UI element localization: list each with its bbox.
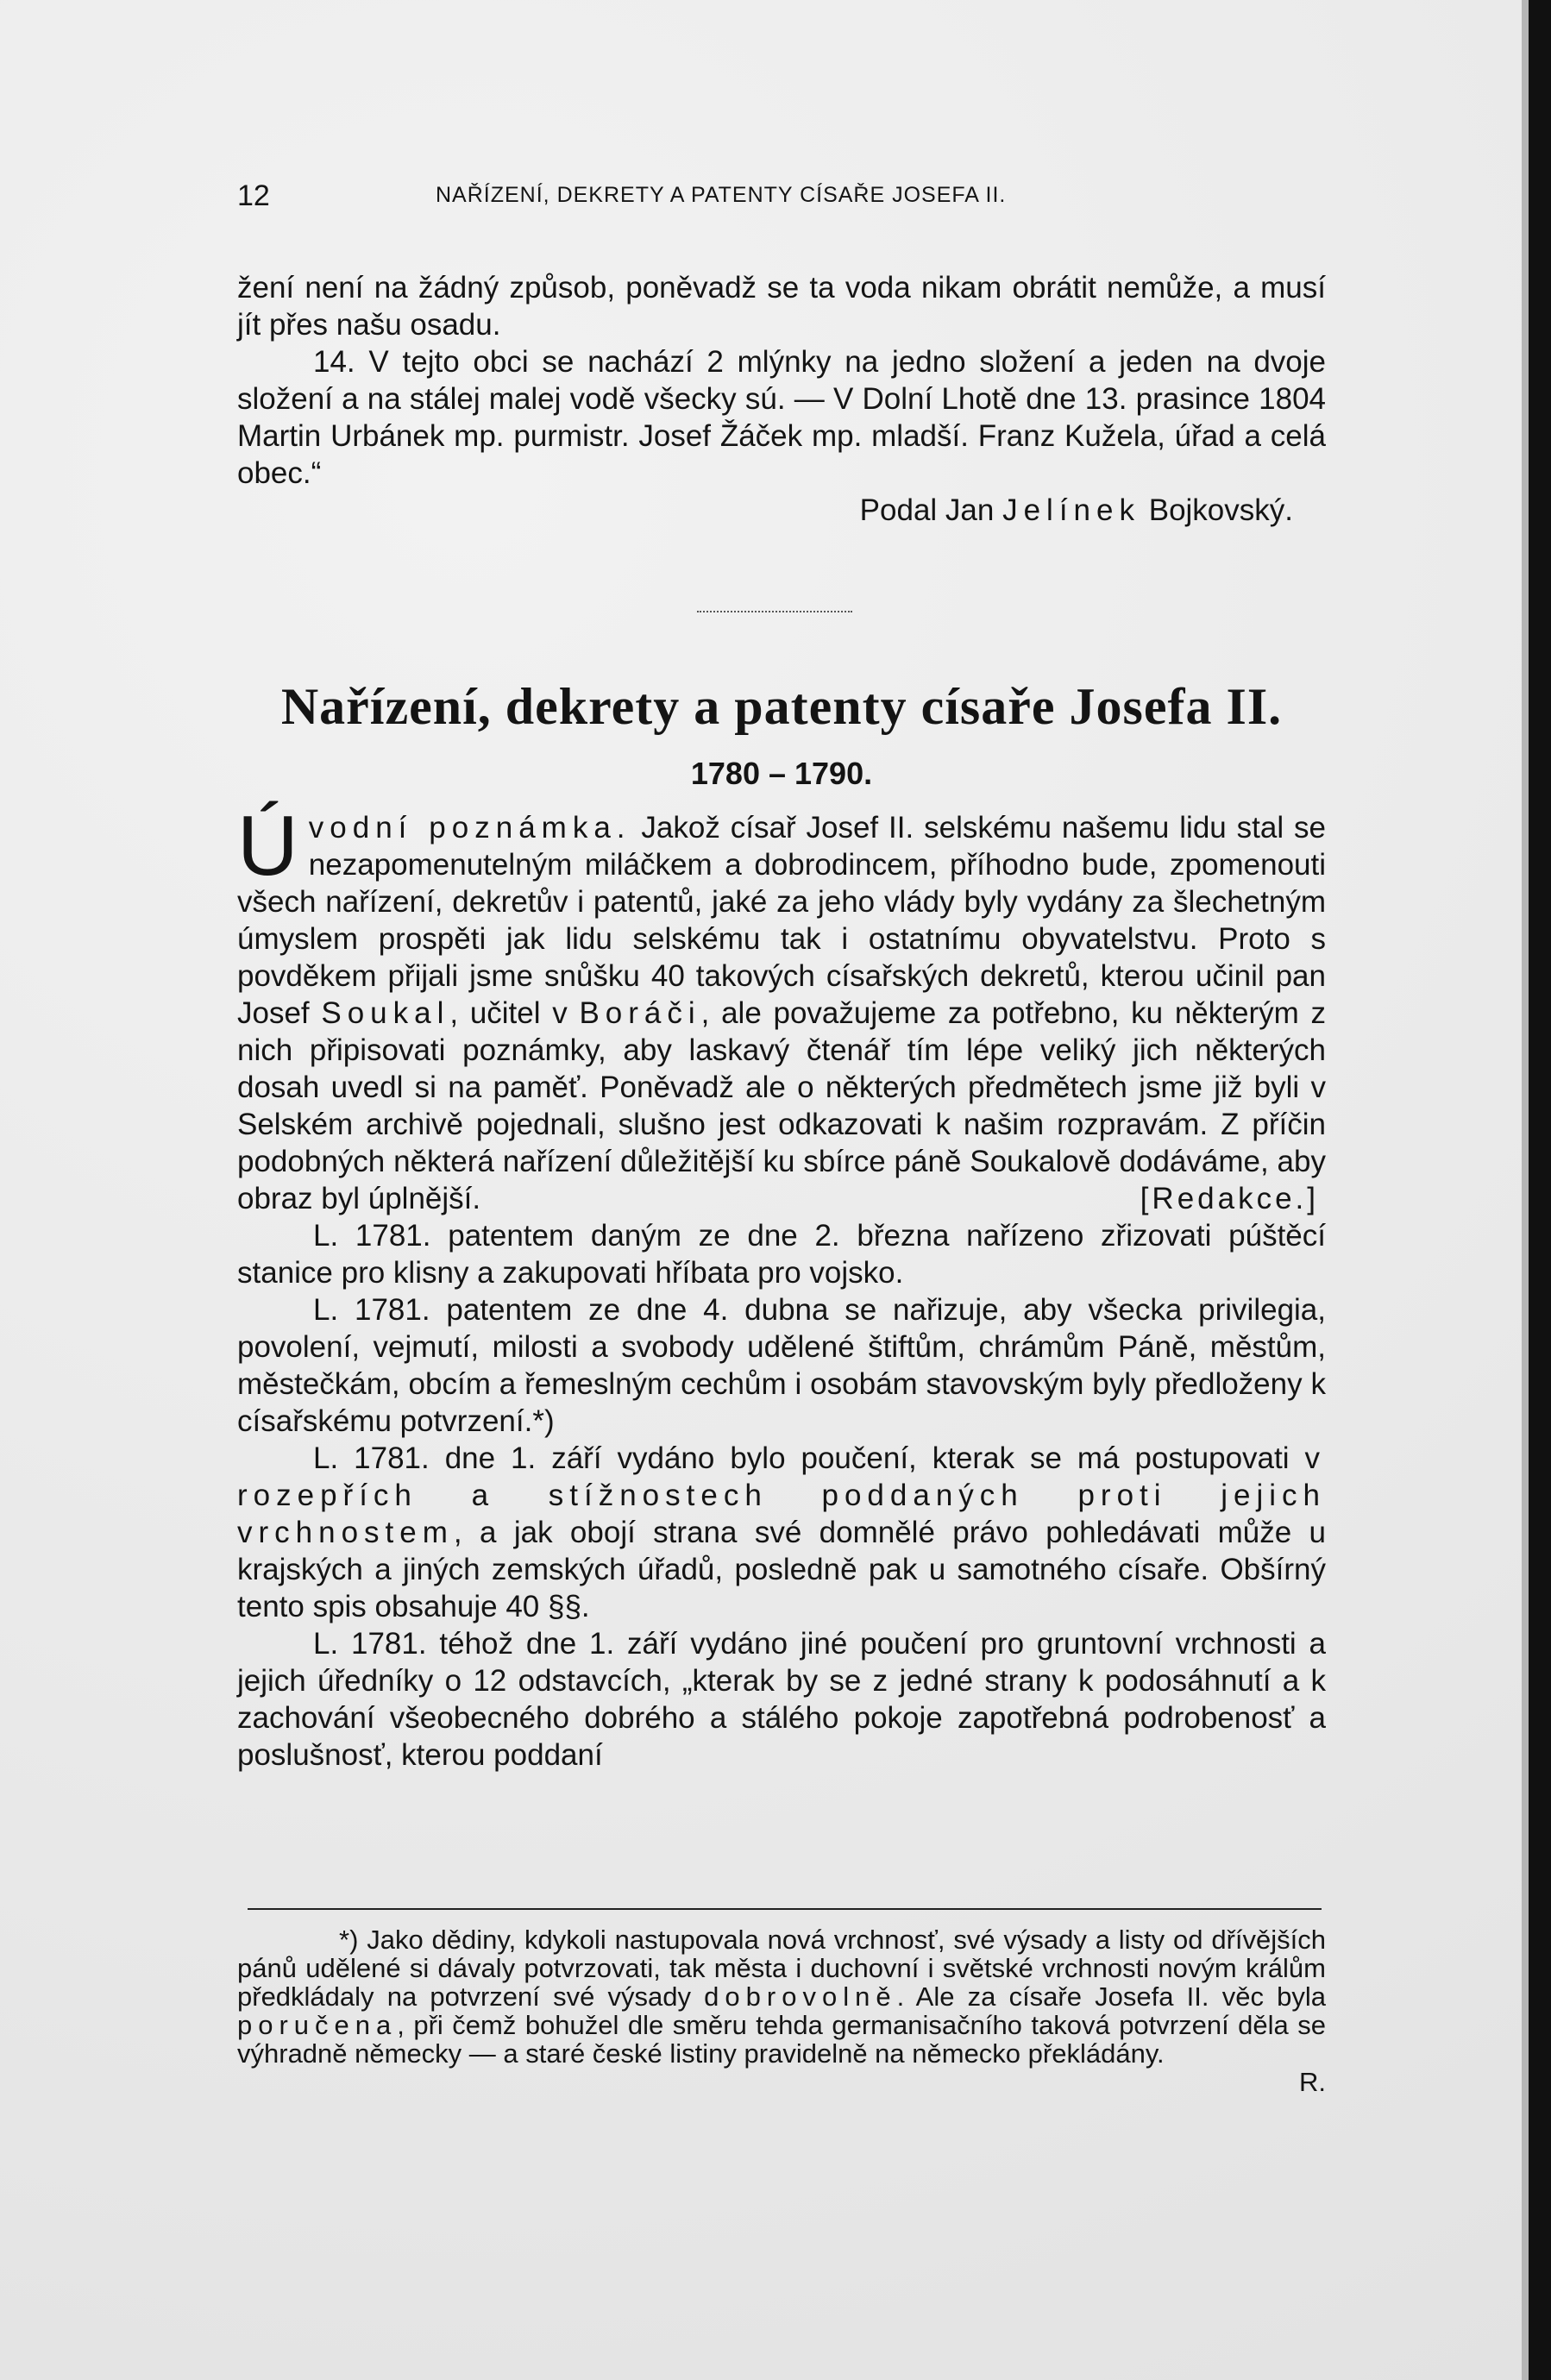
page-number: 12 [237,179,270,212]
footnote-rule [248,1908,1322,1910]
section-divider [697,611,852,612]
footnote-signature: R. [1299,2067,1326,2097]
intro-lead: vodní poznámka. [308,811,631,845]
footnote-spaced-2: poručena [237,2010,398,2040]
intro-text-3: , ale považujeme za potřebno, ku některým z nich připisovati poznámky, aby laskavý čtenář tím lépe veliký jich některých dosah uvedl si na paměť. Poněvadž ale o některých předmětech jsme již byli v Selském archivě pojednali, slušno jest odkazovati k našim rozpravám. Z příčin podobných některá nařízení důležitější ku sbírce páně Soukalově dodáváme, aby obraz byl úplnější. [237,996,1326,1215]
entry-1781-september-1 [237,1440,1326,1625]
footnote-text [237,1925,1326,2068]
drop-cap: Ú [237,798,298,893]
footnote-text-c: . Ale za císaře Josefa II. věc byla [896,1981,1326,2012]
intro-text-1: Jakož císař Josef II. selskému našemu lidu stal se nezapomenutelným miláčkem a dobrodincem, příhodno bude, zpomenouti všech nařízení, dekretův i patentů, jaké za jeho vlády byly vydány za šlechetným úmyslem prospěti jak lidu selskému tak i ostatnímu obyvatelstvu. Proto s povděkem přijali jsme snůšku 40 takových císařských dekretů, kterou učinil pan Josef [237,811,1326,1030]
entry-1781-september-2: L. 1781. téhož dne 1. září vydáno jiné poučení pro gruntovní vrchnosti a jejich úředníky o 12 odstavcích, „kterak by se z jedné strany k podosáhnutí a k zachování všeobecného dobrého a stálého pokoje zapotřebná podrobenosť a poslušnosť, kterou poddaní [237,1627,1326,1772]
editor-signature: [Redakce.] [1140,1182,1319,1215]
scan-edge-shadow [1529,0,1551,2380]
running-title: NAŘÍZENÍ, DEKRETY A PATENTY CÍSAŘE JOSEFA II. [436,183,1007,207]
name-soukal: Soukal [321,996,450,1030]
intro-paragraph [237,798,1326,1217]
entry3-text-a: L. 1781. dne 1. září vydáno bylo poučení, kterak se má postupovati [313,1441,1290,1475]
submission-signature [237,492,1326,529]
footnote-spaced-1: dobrovolně [704,1981,897,2012]
signature-surname: Jelínek [1002,493,1140,527]
section-years: 1780 – 1790. [690,756,873,791]
place-borac: Boráči [579,996,701,1030]
main-text [237,798,1326,1774]
entry3-text-c: , a jak obojí strana své domnělé právo pohledávati může u krajských a jiných zemských úřadů, posledně pak u samotného císaře. Obšírný tento spis obsahuje 40 §§. [237,1516,1326,1623]
footnote-text-a: *) Jako dědiny, kdykoli nastupovala nová vrchnosť, své výsady a listy od dřívějších pánů udělené si dávaly potvrzovati, tak města i duchovní i světské vrchnosti novým králům předkládaly na potvrzení své výsady [237,1925,1326,2012]
footnote-text-e: , při čemž bohužel dle směru tehda germanisačního taková potvrzení děla se výhradně německy — a staré české listiny pravidelně na německo překládány. [237,2010,1326,2069]
paragraph-item-14: 14. V tejto obci se nachází 2 mlýnky na jedno složení a jeden na dvoje složení a na stálej malej vodě všecky sú. — V Dolní Lhotě dne 13. prasince 1804 Martin Urbánek mp. purmistr. Josef Žáček mp. mladší. Franz Kužela, úřad a celá obec.“ [237,345,1326,490]
paragraph-continued: žení není na žádný způsob, poněvadž se ta voda nikam obrátit nemůže, a musí jít přes našu osadu. [237,271,1326,342]
footnote [237,1925,1326,2096]
entry-1781-march: L. 1781. patentem daným ze dne 2. března nařízeno zřizovati púštěcí stanice pro klisny a zakupovati hříbata pro vojsko. [237,1219,1326,1290]
signature-suffix: Bojkovský. [1148,493,1293,527]
scan-edge-inner [1522,0,1529,2380]
entry-1781-april: L. 1781. patentem ze dne 4. dubna se nařizuje, aby všecka privilegia, povolení, vejmutí, milosti a svobody udělené štiftům, chrámům Páně, městům, městečkám, obcím a řemeslným cechům i osobám stavovským byly předloženy k císařskému potvrzení.*) [237,1293,1326,1438]
intro-text-2: , učitel v [449,996,568,1030]
section-title: Nařízení, dekrety a patenty císaře Josefa II. [280,678,1283,735]
top-continuation [237,269,1326,529]
signature-prefix: Podal Jan [859,493,995,527]
entry3-spaced: v rozepřích a stížnostech poddaných proti jejich vrchnostem [237,1441,1326,1549]
